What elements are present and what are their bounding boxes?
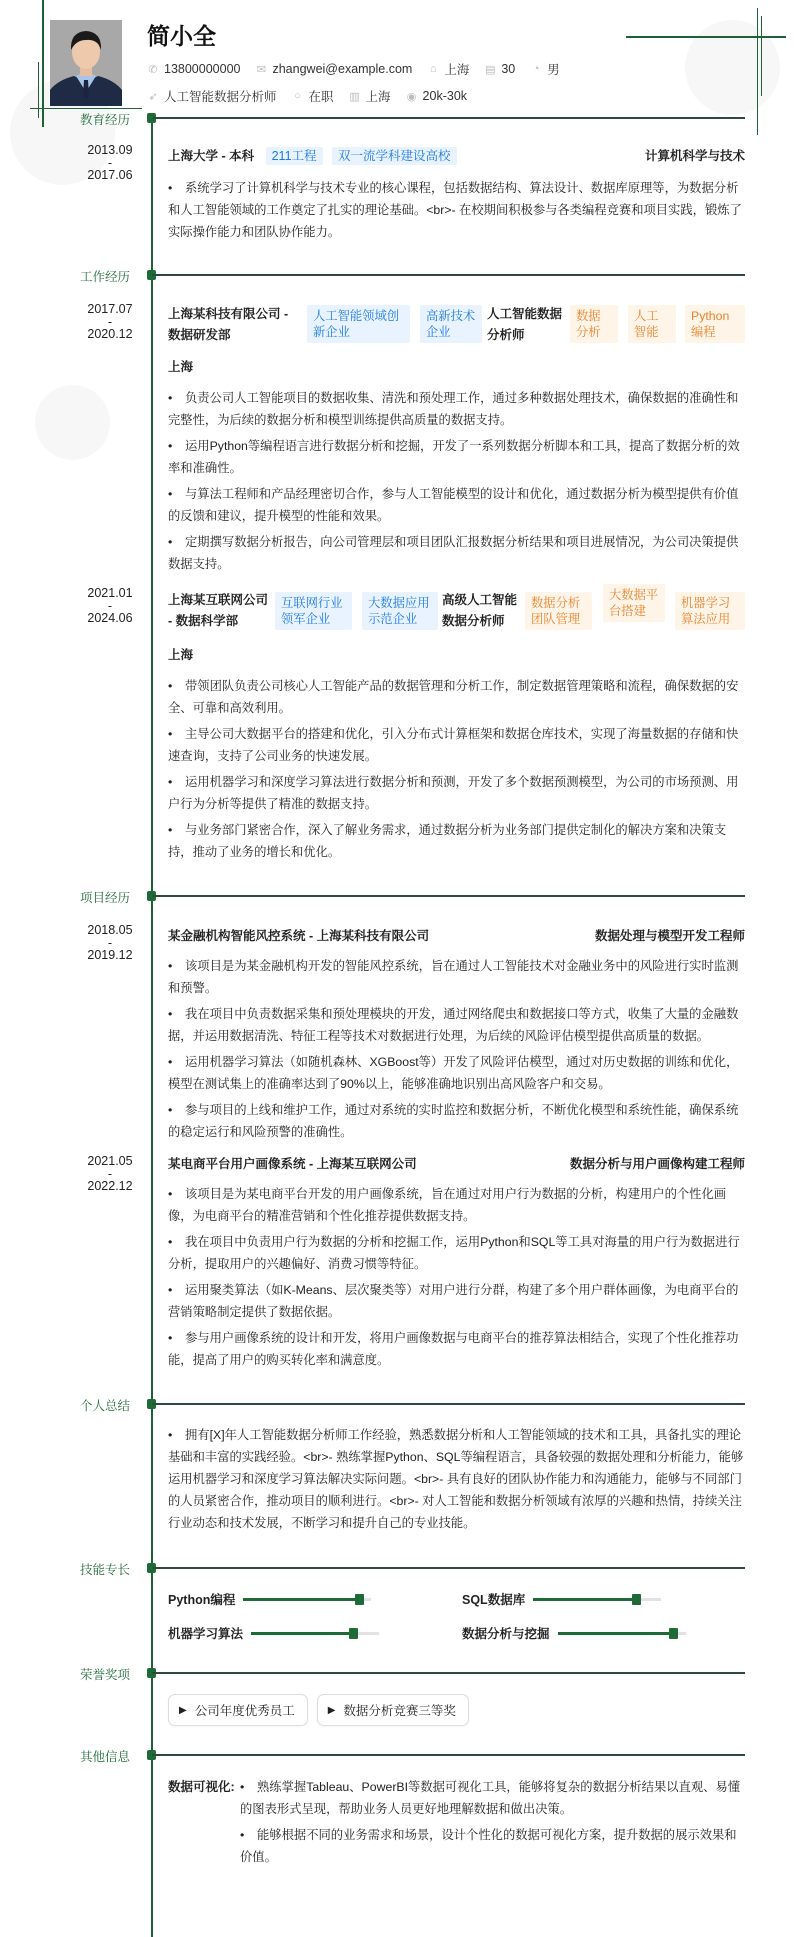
- city: 上海: [444, 63, 470, 77]
- end-date: 2019.12: [87, 948, 133, 962]
- summary-entry: [168, 1424, 745, 1534]
- education-entry: [87, 143, 745, 243]
- bullet-item: [168, 1231, 745, 1275]
- project-name: 某电商平台用户画像系统 - 上海某互联网公司: [168, 1157, 417, 1171]
- bullet-list: [240, 1776, 745, 1872]
- skill-level-slider: [533, 1598, 661, 1601]
- date-separator: -: [107, 1166, 113, 1181]
- skill-name: Python编程: [168, 1593, 236, 1607]
- bullet-item: [168, 1051, 745, 1095]
- school-tag: 211工程: [266, 147, 323, 165]
- divider: [152, 1567, 745, 1569]
- send-icon: ➶: [148, 90, 158, 103]
- bullet-icon: •: [168, 1331, 173, 1345]
- bullet-text: 我在项目中负责用户行为数据的分析和挖掘工作，运用Python和SQL等工具对海量的用户行为数据进行分析，提取用户的兴趣偏好、消费习惯等特征。: [168, 1235, 740, 1271]
- divider: [152, 117, 745, 119]
- skill-name: 机器学习算法: [168, 1627, 244, 1641]
- decor-line: [626, 36, 786, 38]
- caret-right-icon: ▶: [327, 1704, 336, 1716]
- bullet-item: [168, 1003, 745, 1047]
- major: 计算机科学与技术: [644, 149, 745, 163]
- start-date: 2021.05: [87, 1154, 133, 1168]
- entry-title-row: [168, 1153, 745, 1175]
- entry-title-row: [168, 925, 745, 947]
- skill-tag: 机器学习算法应用: [675, 592, 745, 630]
- award-label: 公司年度优秀员工: [194, 1704, 295, 1718]
- salary-icon: ◉: [406, 90, 417, 103]
- bullet-item: [168, 483, 745, 527]
- bullet-text: 运用机器学习和深度学习算法进行数据分析和预测，开发了多个数据预测模型，为公司的市场预测、用户行为分析等提供了精准的数据支持。: [168, 775, 739, 811]
- bullet-icon: •: [168, 1187, 173, 1201]
- project-entry: [87, 1153, 745, 1371]
- end-date: 2022.12: [87, 1179, 133, 1193]
- date-separator: -: [107, 314, 113, 329]
- bullet-text: 该项目是为某金融机构开发的智能风控系统，旨在通过人工智能技术对金融业务中的风险进行实时监测和预警。: [168, 959, 739, 995]
- company-name: 上海某互联网公司 - 数据科学部: [168, 593, 269, 628]
- contact-row: [146, 60, 574, 78]
- phone-icon: ✆: [148, 63, 158, 76]
- awards-list: [168, 1694, 794, 1726]
- section-title: 技能专长: [79, 1563, 130, 1577]
- award-label: 数据分析竞赛三等奖: [343, 1704, 456, 1718]
- bullet-icon: •: [168, 1103, 173, 1117]
- skill-level-handle: [632, 1594, 641, 1605]
- skill-tag: 大数据平台搭建: [603, 584, 665, 622]
- entry-title-row: [168, 145, 745, 167]
- project-entry: [87, 923, 745, 1143]
- skill-name: SQL数据库: [462, 1593, 526, 1607]
- bullet-icon: •: [168, 775, 173, 789]
- skill-level-handle: [355, 1594, 364, 1605]
- skill-level-handle: [349, 1628, 358, 1639]
- bullet-list: [168, 675, 745, 863]
- bullet-item: [168, 435, 745, 479]
- salary: 20k-30k: [422, 89, 468, 103]
- entry-title-row: [168, 304, 745, 348]
- skill-level-slider: [243, 1598, 371, 1601]
- position: 人工智能数据分析师: [487, 307, 563, 342]
- bullet-text: 能够根据不同的业务需求和场景，设计个性化的数据可视化方案，提升数据的展示效果和价值。: [240, 1828, 737, 1864]
- school-name: 上海大学 - 本科: [168, 149, 255, 163]
- bullet-text: 与业务部门紧密合作，深入了解业务需求，通过数据分析为业务部门提供定制化的解决方案和决策支持，推动了业务的增长和优化。: [168, 823, 727, 859]
- home-icon: ⌂: [430, 63, 437, 75]
- gender-icon: ◔: [532, 63, 540, 75]
- bullet-icon: •: [168, 181, 173, 195]
- job-status: 在职: [308, 90, 334, 104]
- bullet-item: [168, 531, 745, 575]
- bullet-icon: •: [168, 535, 173, 549]
- section-header-awards: [0, 1663, 794, 1683]
- divider: [152, 1403, 745, 1405]
- skill-level-slider: [251, 1632, 379, 1635]
- project-role: 数据处理与模型开发工程师: [594, 929, 745, 943]
- skill-item: [168, 1623, 462, 1643]
- section-title: 项目经历: [79, 891, 130, 905]
- award-item[interactable]: [168, 1694, 308, 1726]
- bullet-text: 熟练掌握Tableau、PowerBI等数据可视化工具，能够将复杂的数据分析结果以直观、易懂的图表形式呈现，帮助业务人员更好地理解数据和做出决策。: [240, 1780, 741, 1816]
- bullet-text: 拥有[X]年人工智能数据分析师工作经验，熟悉数据分析和人工智能领域的技术和工具，具备扎实的理论基础和丰富的实践经验。<br>- 熟练掌握Python、SQL等编程语言，具备较强的数据处理和分析能力，能够运用机器学习和深度学习算法解决实际问题。<br>- 具有良好的团队协作能力和沟通能力，能够与不同部门的人员紧密合作，推动项目的顺利进行。<br>- 对人工智能和数据分析领域有浓厚的兴趣和热情，持续关注行业动态和技术发展，不断学习和提升自己的专业技能。: [168, 1428, 744, 1530]
- project-name: 某金融机构智能风控系统 - 上海某科技有限公司: [168, 929, 430, 943]
- skill-level-slider: [558, 1632, 686, 1635]
- date-range: [70, 587, 150, 625]
- bullet-item: [168, 1279, 745, 1323]
- bullet-list: [168, 1183, 745, 1371]
- bullet-list: [168, 955, 745, 1143]
- section-header-education: [0, 108, 794, 128]
- portrait-image: [50, 20, 122, 106]
- caret-right-icon: ▶: [179, 1704, 187, 1716]
- skill-item: [462, 1589, 745, 1609]
- bullet-item: [168, 387, 745, 431]
- bullet-list: [168, 1424, 745, 1534]
- bullet-icon: •: [168, 1428, 173, 1442]
- skills-grid: [168, 1589, 745, 1643]
- age-icon: ▤: [485, 63, 496, 76]
- bullet-icon: •: [168, 727, 173, 741]
- bullet-text: 参与项目的上线和维护工作，通过对系统的实时监控和数据分析，不断优化模型和系统性能，确保系统的稳定运行和风险预警的准确性。: [168, 1103, 739, 1139]
- bullet-text: 定期撰写数据分析报告，向公司管理层和项目团队汇报数据分析结果和项目进展情况，为公司决策提供数据支持。: [168, 535, 739, 571]
- bullet-item: [168, 771, 745, 815]
- bullet-item: [168, 1183, 745, 1227]
- skill-level-fill: [243, 1598, 358, 1601]
- work-entry: [87, 302, 745, 575]
- other-info-item: [168, 1776, 745, 1872]
- bullet-icon: •: [168, 391, 173, 405]
- bullet-icon: •: [168, 823, 173, 837]
- date-range: [70, 144, 150, 182]
- project-role: 数据分析与用户画像构建工程师: [569, 1157, 745, 1171]
- start-date: 2013.09: [87, 143, 133, 157]
- work-entry: [87, 586, 745, 863]
- gender: 男: [547, 63, 560, 77]
- skill-level-fill: [558, 1632, 673, 1635]
- skill-name: 数据分析与挖掘: [462, 1627, 550, 1641]
- email: zhangwei@example.com: [272, 62, 413, 76]
- entry-title-row: [168, 590, 745, 636]
- company-tag: 大数据应用示范企业: [362, 592, 438, 630]
- section-title: 教育经历: [79, 113, 130, 127]
- job-intent-row: [146, 87, 481, 105]
- bullet-text: 该项目是为某电商平台开发的用户画像系统，旨在通过对用户行为数据的分析，构建用户的个性化画像，为电商平台的精准营销和个性化推荐提供数据支持。: [168, 1187, 727, 1223]
- start-date: 2017.07: [87, 302, 133, 316]
- start-date: 2018.05: [87, 923, 133, 937]
- position: 高级人工智能数据分析师: [442, 593, 518, 628]
- skill-tag: 数据分析: [570, 305, 618, 343]
- bullet-text: 我在项目中负责数据采集和预处理模块的开发，通过网络爬虫和数据接口等方式，收集了大量的金融数据，并运用数据清洗、特征工程等技术对数据进行处理，为后续的风险评估模型提供高质量的数据。: [168, 1007, 739, 1043]
- company-tag: 人工智能领域创新企业: [307, 305, 410, 343]
- end-date: 2024.06: [87, 611, 133, 625]
- skill-tag: Python编程: [685, 305, 745, 343]
- decor-line: [761, 16, 762, 96]
- mail-icon: ✉: [256, 63, 267, 76]
- other-info-label: 数据可视化:: [168, 1780, 235, 1794]
- bullet-item: [168, 177, 745, 243]
- section-title: 个人总结: [79, 1399, 130, 1413]
- company-tag: 高新技术企业: [420, 305, 482, 343]
- skill-tag: 数据分析团队管理: [525, 592, 592, 630]
- bullet-item: [168, 819, 745, 863]
- bullet-icon: •: [168, 1007, 173, 1021]
- skill-level-fill: [251, 1632, 353, 1635]
- end-date: 2020.12: [87, 327, 133, 341]
- resume-body: [0, 108, 794, 1872]
- date-separator: -: [107, 155, 113, 170]
- bullet-text: 负责公司人工智能项目的数据收集、清洗和预处理工作，通过多种数据处理技术，确保数据的准确性和完整性，为后续的数据分析和模型训练提供高质量的数据支持。: [168, 391, 739, 427]
- job-title: 人工智能数据分析师: [164, 90, 277, 104]
- divider: [152, 1754, 745, 1756]
- bullet-icon: •: [168, 959, 173, 973]
- bullet-text: 运用机器学习算法（如随机森林、XGBoost等）开发了风险评估模型，通过对历史数据的训练和优化，模型在测试集上的准确率达到了90%以上，能够准确地识别出高风险客户和交易。: [168, 1055, 739, 1091]
- building-icon: ▥: [349, 90, 360, 103]
- bullet-icon: •: [168, 1235, 173, 1249]
- decor-circle: [685, 20, 780, 115]
- avatar: [50, 20, 122, 106]
- bullet-icon: •: [168, 1283, 173, 1297]
- bullet-text: 运用聚类算法（如K-Means、层次聚类等）对用户进行分群，构建了多个用户群体画像，为电商平台的营销策略制定提供了数据依据。: [168, 1283, 739, 1319]
- bullet-icon: •: [168, 1055, 173, 1069]
- section-title: 荣誉奖项: [79, 1668, 130, 1682]
- bullet-item: [168, 675, 745, 719]
- skill-level-fill: [533, 1598, 635, 1601]
- award-item[interactable]: [317, 1694, 469, 1726]
- date-range: [70, 924, 150, 962]
- start-date: 2021.01: [87, 586, 133, 600]
- bullet-text: 参与用户画像系统的设计和开发，将用户画像数据与电商平台的推荐算法相结合，实现了个性化推荐功能，提高了用户的购买转化率和满意度。: [168, 1331, 739, 1367]
- section-title: 其他信息: [79, 1750, 130, 1764]
- bullet-icon: •: [168, 439, 173, 453]
- end-date: 2017.06: [87, 168, 133, 182]
- section-title: 工作经历: [79, 270, 130, 284]
- skill-item: [462, 1623, 745, 1643]
- bullet-item: [168, 955, 745, 999]
- school-tag: 双一流学科建设高校: [332, 147, 457, 165]
- section-header-summary: [0, 1394, 794, 1414]
- section-header-projects: [0, 886, 794, 906]
- divider: [152, 274, 745, 276]
- candidate-name: 简小全: [147, 23, 216, 49]
- bullet-icon: •: [168, 487, 173, 501]
- bullet-text: 系统学习了计算机科学与技术专业的核心课程，包括数据结构、算法设计、数据库原理等，为数据分析和人工智能领域的工作奠定了扎实的理论基础。<br>- 在校期间积极参与各类编程竞赛和项目实践，锻炼了实际操作能力和团队协作能力。: [168, 181, 742, 239]
- bullet-icon: •: [240, 1828, 245, 1842]
- work-location: 上海: [168, 648, 194, 662]
- work-location: 上海: [168, 360, 194, 374]
- date-separator: -: [107, 598, 113, 613]
- divider: [152, 895, 745, 897]
- date-range: [70, 303, 150, 341]
- bullet-text: 运用Python等编程语言进行数据分析和挖掘，开发了一系列数据分析脚本和工具，提高了数据分析的效率和准确性。: [168, 439, 740, 475]
- status-icon: ○: [294, 90, 301, 102]
- work-city: 上海: [365, 90, 391, 104]
- bullet-text: 与算法工程师和产品经理密切合作，参与人工智能模型的设计和优化，通过数据分析为模型提供有价值的反馈和建议，提升模型的性能和效果。: [168, 487, 739, 523]
- bullet-list: [168, 177, 745, 243]
- company-tag: 互联网行业领军企业: [275, 592, 352, 630]
- bullet-item: [168, 1327, 745, 1371]
- bullet-item: [240, 1776, 745, 1820]
- phone: 13800000000: [164, 62, 241, 76]
- bullet-text: 带领团队负责公司核心人工智能产品的数据管理和分析工作，制定数据管理策略和流程，确保数据的安全、可靠和高效利用。: [168, 679, 739, 715]
- bullet-item: [168, 723, 745, 767]
- age: 30: [501, 62, 516, 76]
- bullet-item: [240, 1824, 745, 1868]
- bullet-item: [168, 1424, 745, 1534]
- section-header-other: [0, 1745, 794, 1765]
- bullet-list: [168, 387, 745, 575]
- bullet-item: [168, 1099, 745, 1143]
- section-header-skills: [0, 1558, 794, 1578]
- date-separator: -: [107, 935, 113, 950]
- date-range: [70, 1155, 150, 1193]
- skill-item: [168, 1589, 462, 1609]
- divider: [152, 1672, 745, 1674]
- skill-tag: 人工智能: [628, 305, 676, 343]
- skill-level-handle: [669, 1628, 678, 1639]
- bullet-icon: •: [168, 679, 173, 693]
- bullet-icon: •: [240, 1780, 245, 1794]
- company-name: 上海某科技有限公司 - 数据研发部: [168, 307, 289, 342]
- section-header-work: [0, 265, 794, 285]
- bullet-text: 主导公司大数据平台的搭建和优化，引入分布式计算框架和数据仓库技术，实现了海量数据的存储和快速查询，支持了公司业务的快速发展。: [168, 727, 739, 763]
